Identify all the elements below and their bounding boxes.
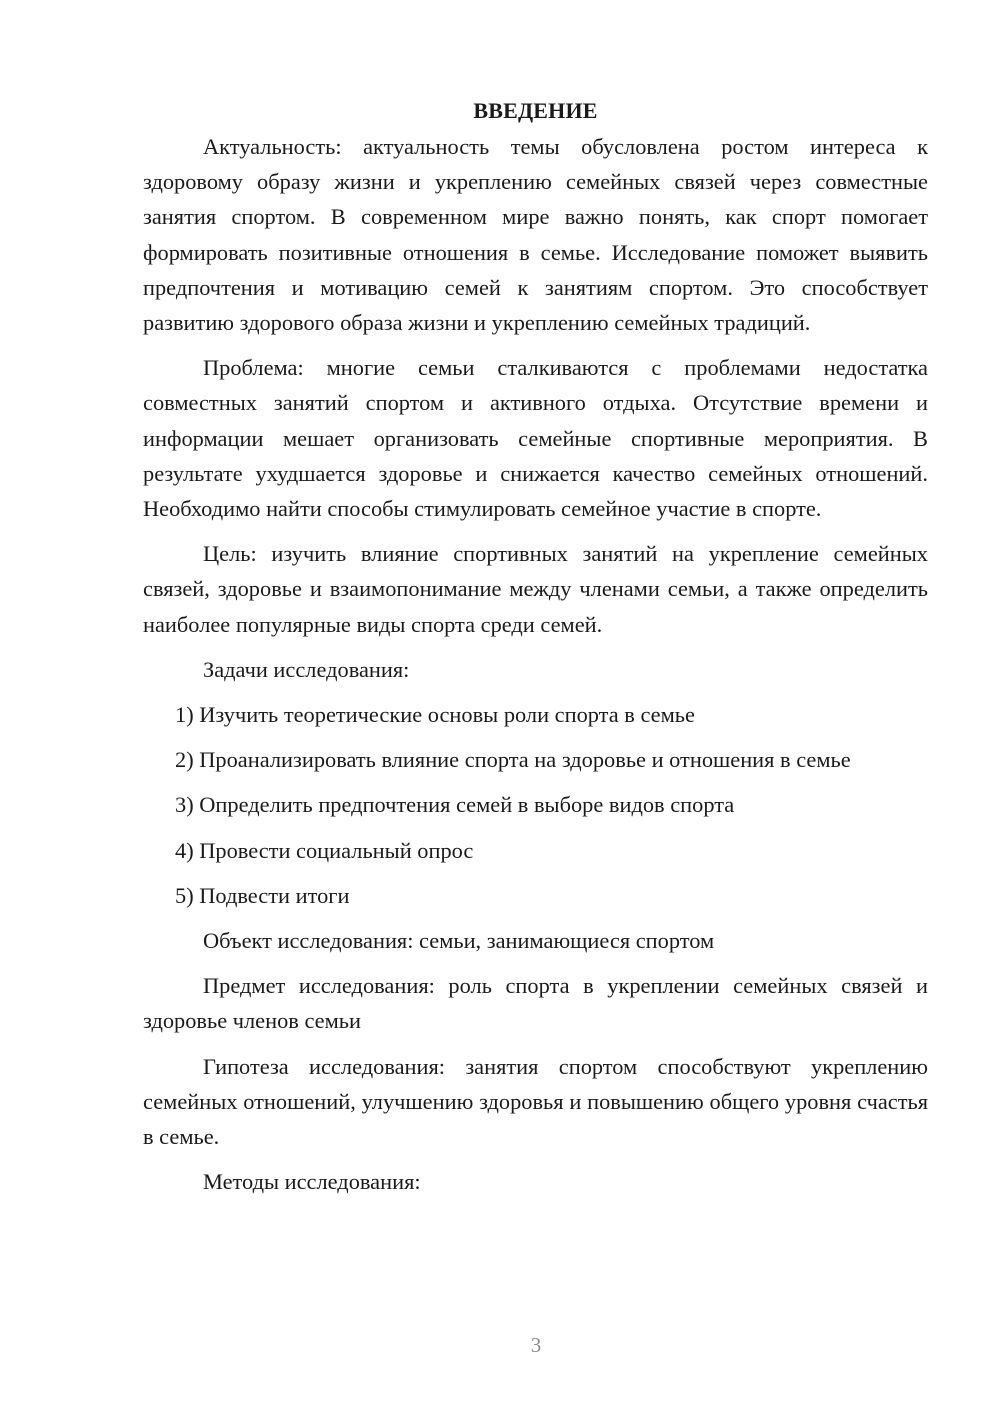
relevance-paragraph: Актуальность: актуальность темы обусловлена ростом интереса к здоровому образу жизни и укреплению семейных связей через совместные занятия спортом. В современном мире важно понять, как спорт помогает формировать позитивные отношения в семье. Исследование поможет выявить предпочтения и мотивацию семей к занятиям спортом. Это способствует развитию здорового образа жизни и укреплению семейных традиций.	[143, 134, 928, 336]
research-object: Объект исследования: семьи, занимающиеся спортом	[203, 928, 715, 954]
methods-title: Методы исследования:	[203, 1169, 421, 1195]
task-item-4: 4) Провести социальный опрос	[175, 837, 474, 863]
task-item-2: 2) Проанализировать влияние спорта на здоровье и отношения в семье	[175, 747, 851, 773]
section-heading: ВВЕДЕНИЕ	[473, 98, 598, 123]
goal-paragraph: Цель: изучить влияние спортивных занятий на укрепление семейных связей, здоровье и взаимопонимание между членами семьи, а также определить наиболее популярные виды спорта среди семей.	[143, 541, 928, 637]
research-hypothesis: Гипотеза исследования: занятия спортом способствуют укреплению семейных отношений, улучшению здоровья и повышению общего уровня счастья в семье.	[143, 1053, 928, 1150]
page-number: 3	[530, 1333, 542, 1357]
page-content	[143, 95, 928, 1209]
task-item-3: 3) Определить предпочтения семей в выборе видов спорта	[175, 792, 735, 818]
problem-paragraph: Проблема: многие семьи сталкиваются с проблемами недостатка совместных занятий спортом и активного отдыха. Отсутствие времени и информации мешает организовать семейные спортивные мероприятия. В результате ухудшается здоровье и снижается качество семейных отношений. Необходимо найти способы стимулировать семейное участие в спорте.	[143, 355, 928, 522]
tasks-title: Задачи исследования:	[203, 656, 410, 682]
task-item-5: 5) Подвести итоги	[175, 882, 350, 908]
task-item-1: 1) Изучить теоретические основы роли спорта в семье	[175, 702, 695, 728]
research-subject: Предмет исследования: роль спорта в укреплении семейных связей и здоровье членов семьи	[143, 973, 928, 1034]
